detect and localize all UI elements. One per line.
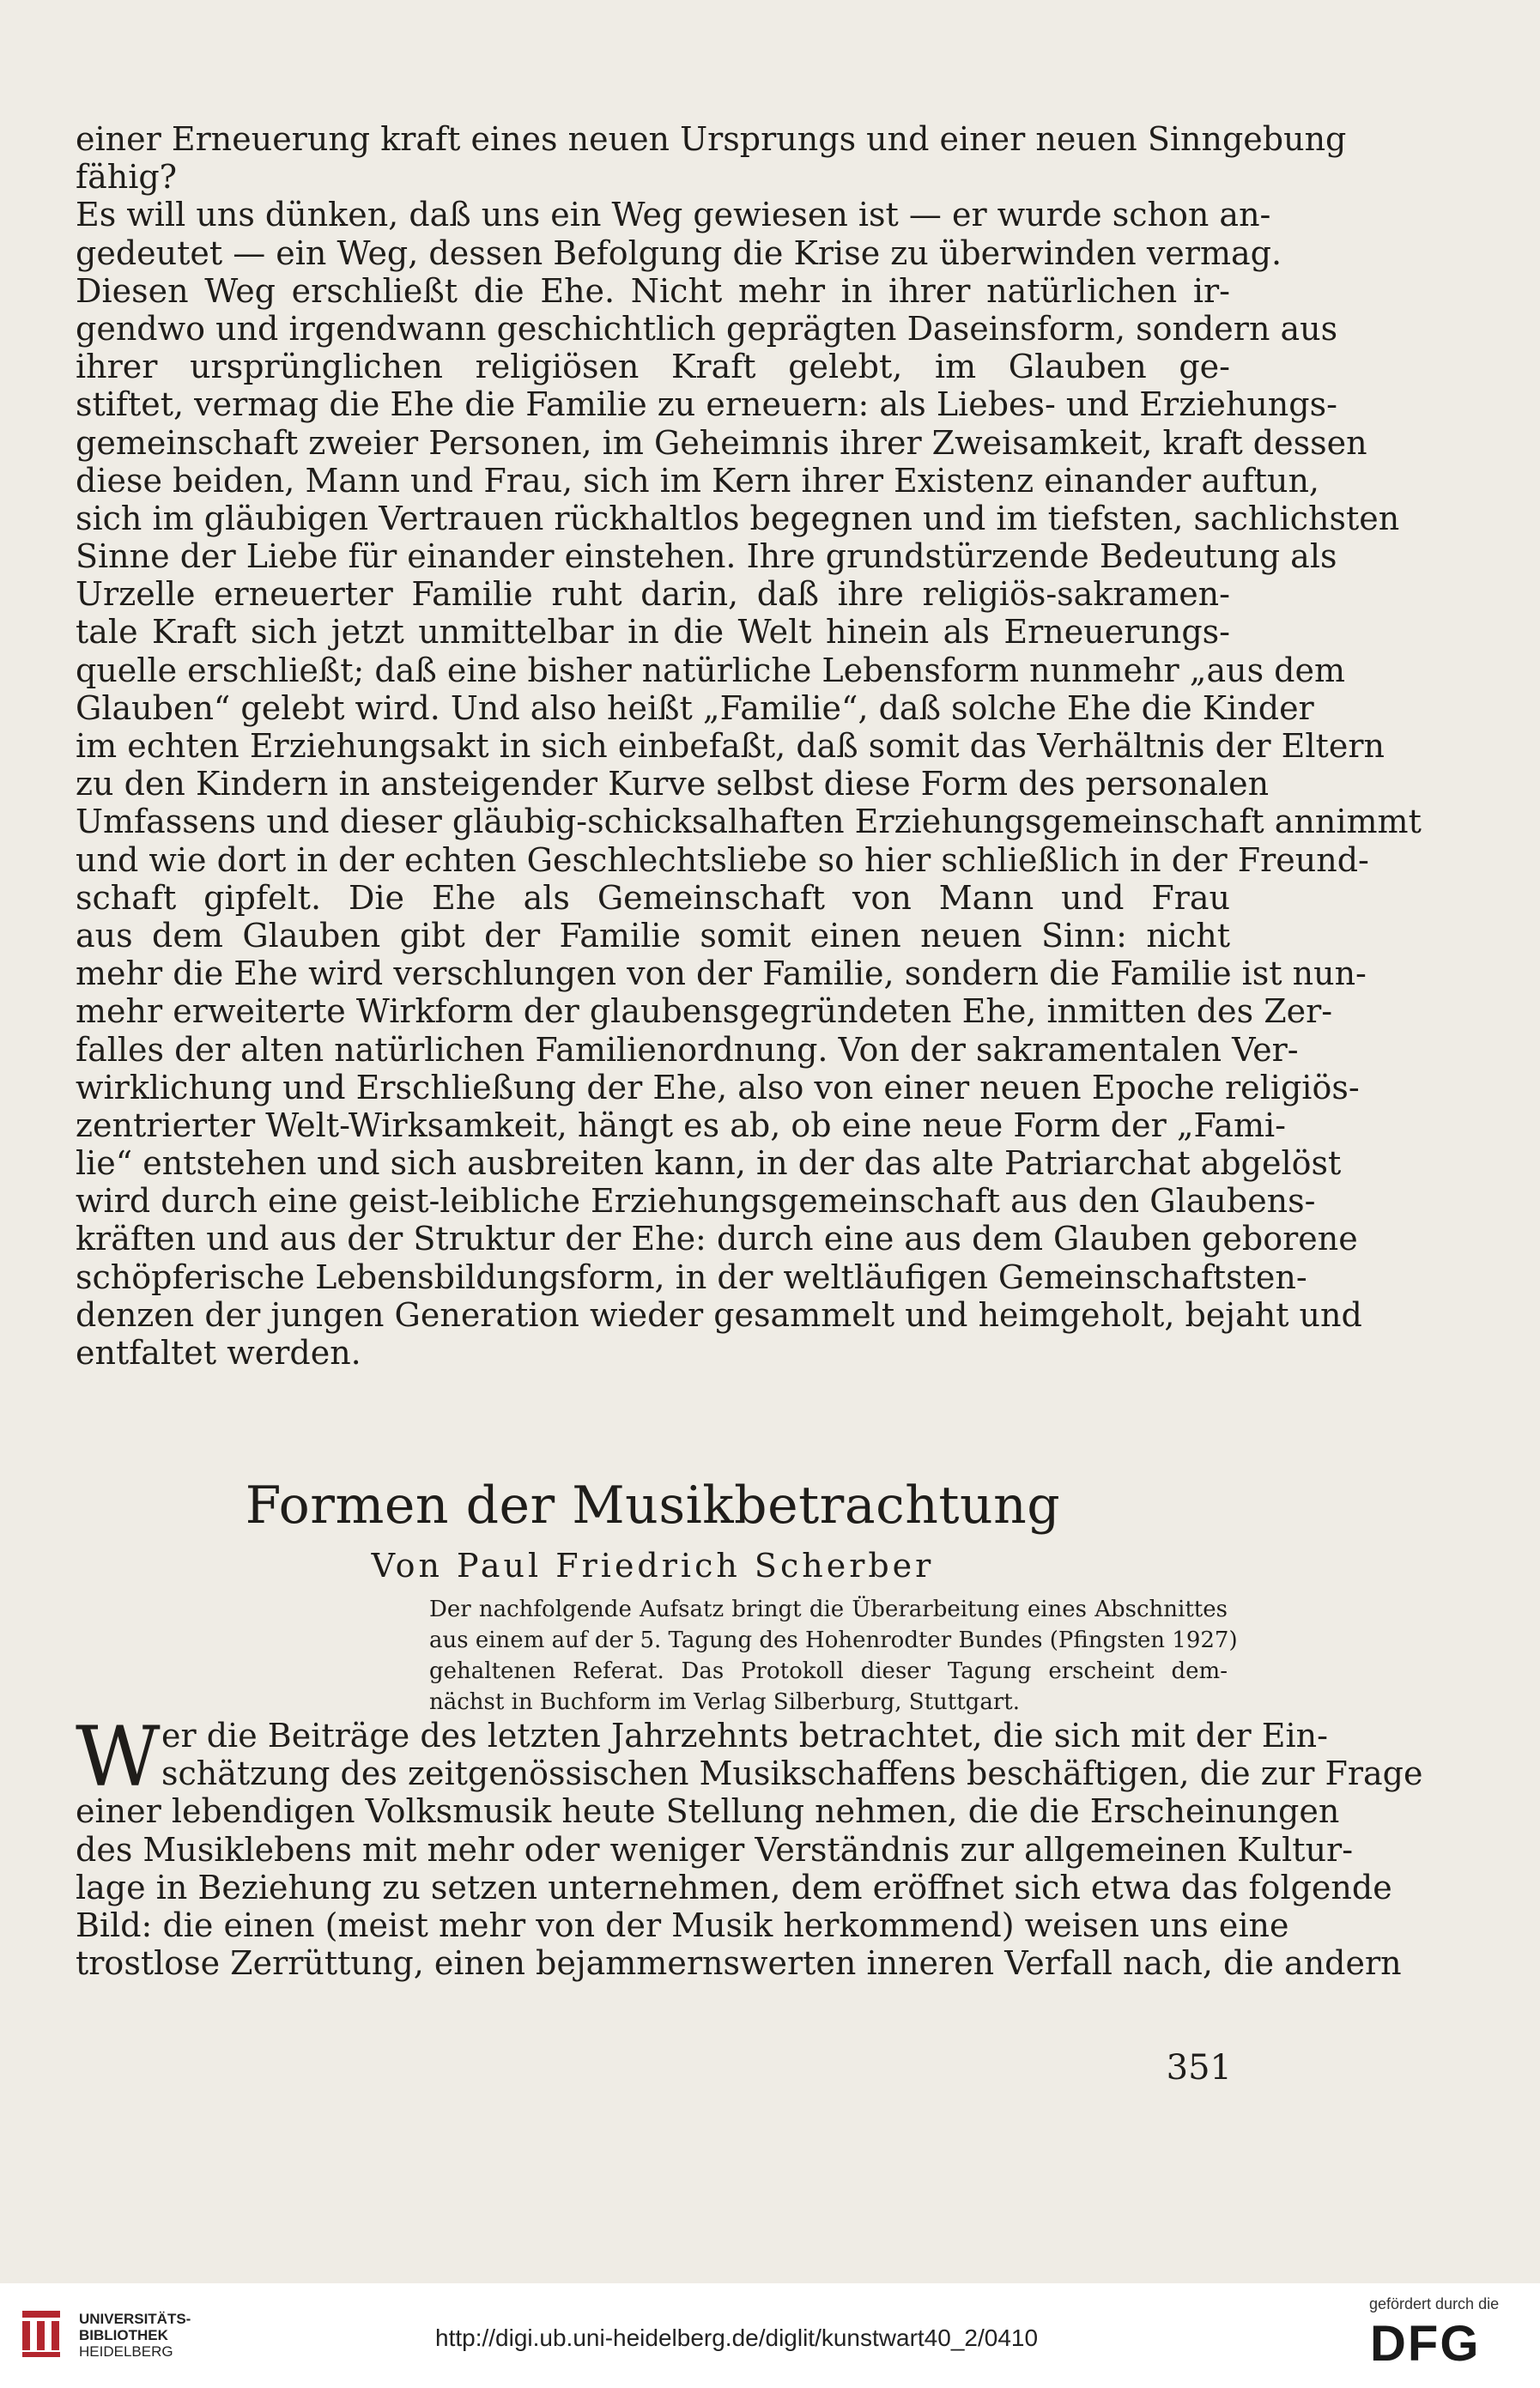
paragraph-2: [76, 1709, 1423, 1983]
text-line: Diesen Weg erschließt die Ehe. Nicht mehr in ihrer natürlichen ir-: [76, 271, 1230, 310]
text-line: fähig?: [76, 158, 178, 197]
text-line: er die Beiträge des letzten Jahrzehnts betrachtet, die sich mit der Ein-: [161, 1717, 1328, 1755]
text-line: zu den Kindern in ansteigender Kurve selbst diese Form des personalen: [76, 765, 1270, 803]
text-line: diese beiden, Mann und Frau, sich im Kern ihrer Existenz einander auftun,: [76, 461, 1320, 500]
text-line: sich im gläubigen Vertrauen rückhaltlos begegnen und im tiefsten, sachlichsten: [76, 499, 1400, 537]
text-line: lie“ entstehen und sich ausbreiten kann, in der das alte Patriarchat abgelöst: [76, 1144, 1342, 1183]
dfg-logo: DFG: [1370, 2316, 1481, 2372]
note-line: aus einem auf der 5. Tagung des Hohenrodter Bundes (Pfingsten 1927): [429, 1627, 1238, 1653]
text-line: trostlose Zerrüttung, einen bejammernswerten inneren Verfall nach, die andern: [76, 1944, 1402, 1983]
text-line: stiftet, vermag die Ehe die Familie zu erneuern: als Liebes- und Erziehungs-: [76, 385, 1337, 424]
text-line: tale Kraft sich jetzt unmittelbar in die Welt hinein als Erneuerungs-: [76, 613, 1230, 652]
text-line: ihrer ursprünglichen religiösen Kraft gelebt, im Glauben ge-: [76, 348, 1230, 386]
author-byline: Von Paul Friedrich Scherber: [371, 1547, 935, 1585]
text-line: im echten Erziehungsakt in sich einbefaßt, daß somit das Verhältnis der Eltern: [76, 727, 1385, 765]
text-line: zentrierter Welt-Wirksamkeit, hängt es ab, ob eine neue Form der „Fami-: [76, 1106, 1286, 1144]
text-line: schöpferische Lebensbildungsform, in der weltläufigen Gemeinschaftsten-: [76, 1258, 1307, 1296]
editorial-note: [429, 1594, 1238, 1718]
library-name-line: UNIVERSITÄTS-: [79, 2311, 191, 2327]
text-line: denzen der jungen Generation wieder gesammelt und heimgeholt, bejaht und: [76, 1295, 1362, 1334]
text-line: gedeutet — ein Weg, dessen Befolgung die Krise zu überwinden vermag.: [76, 233, 1282, 272]
text-line: Sinne der Liebe für einander einstehen. Ihre grundstürzende Bedeutung als: [76, 537, 1337, 576]
paragraph-1: [76, 120, 1422, 1372]
text-line: Bild: die einen (meist mehr von der Musik herkommend) weisen uns eine: [76, 1906, 1289, 1944]
text-line: lage in Beziehung zu setzen unternehmen, dem eröffnet sich etwa das folgende: [76, 1868, 1392, 1906]
source-url-link[interactable]: http://digi.ub.uni-heidelberg.de/diglit/kunstwart40_2/0410: [435, 2324, 1039, 2351]
text-line: Glauben“ gelebt wird. Und also heißt „Familie“, daß solche Ehe die Kinder: [76, 688, 1314, 727]
drop-cap: W: [76, 1709, 161, 1805]
text-line: einer lebendigen Volksmusik heute Stellung nehmen, die die Erscheinungen: [76, 1792, 1340, 1831]
text-line: schätzung des zeitgenössischen Musikschaffens beschäftigen, die zur Frage: [161, 1755, 1423, 1793]
text-line: quelle erschließt; daß eine bisher natürliche Lebensform nunmehr „aus dem: [76, 651, 1346, 689]
text-line: mehr die Ehe wird verschlungen von der Familie, sondern die Familie ist nun-: [76, 955, 1367, 993]
text-line: wirklichung und Erschließung der Ehe, also von einer neuen Epoche religiös-: [76, 1068, 1360, 1106]
text-line: Es will uns dünken, daß uns ein Weg gewiesen ist — er wurde schon an-: [76, 196, 1271, 234]
text-line: falles der alten natürlichen Familienordnung. Von der sakramentalen Ver-: [76, 1030, 1299, 1069]
text-line: schaft gipfelt. Die Ehe als Gemeinschaft von Mann und Frau: [76, 878, 1230, 917]
text-line: wird durch eine geist-leibliche Erziehungsgemeinschaft aus den Glaubens-: [76, 1182, 1316, 1221]
article-heading: Formen der Musikbetrachtung: [245, 1476, 1061, 1536]
text-line: und wie dort in der echten Geschlechtsliebe so hier schließlich in der Freund-: [76, 840, 1369, 879]
text-line: mehr erweiterte Wirkform der glaubensgegründeten Ehe, inmitten des Zer-: [76, 992, 1333, 1031]
text-line: einer Erneuerung kraft eines neuen Ursprungs und einer neuen Sinngebung: [76, 120, 1347, 158]
text-line: des Musiklebens mit mehr oder weniger Verständnis zur allgemeinen Kultur-: [76, 1830, 1354, 1869]
funding-note: gefördert durch die: [1369, 2295, 1500, 2312]
text-line: Umfassens und dieser gläubig-schicksalhaften Erziehungsgemeinschaft annimmt: [76, 803, 1422, 841]
note-line: nächst in Buchform im Verlag Silberburg, Stuttgart.: [429, 1689, 1020, 1715]
text-line: gemeinschaft zweier Personen, im Geheimnis ihrer Zweisamkeit, kraft dessen: [76, 423, 1367, 462]
text-line: kräften und aus der Struktur der Ehe: durch eine aus dem Glauben geborene: [76, 1220, 1358, 1258]
library-name-line: BIBLIOTHEK: [79, 2327, 168, 2343]
text-line: entfaltet werden.: [76, 1334, 361, 1372]
library-name-line: HEIDELBERG: [79, 2343, 173, 2360]
text-line: aus dem Glauben gibt der Familie somit einen neuen Sinn: nicht: [76, 916, 1230, 955]
university-library-logo-icon: [19, 2307, 64, 2361]
note-line: Der nachfolgende Aufsatz bringt die Überarbeitung eines Abschnittes: [429, 1597, 1228, 1622]
page-number: 351: [1166, 2048, 1232, 2088]
text-line: Urzelle erneuerter Familie ruht darin, daß ihre religiös-sakramen-: [76, 575, 1230, 614]
text-line: gendwo und irgendwann geschichtlich geprägten Daseinsform, sondern aus: [76, 309, 1338, 348]
note-line: gehaltenen Referat. Das Protokoll dieser Tagung erscheint dem-: [429, 1658, 1228, 1684]
digitization-footer: [0, 2283, 1540, 2388]
library-name: [79, 2311, 191, 2360]
